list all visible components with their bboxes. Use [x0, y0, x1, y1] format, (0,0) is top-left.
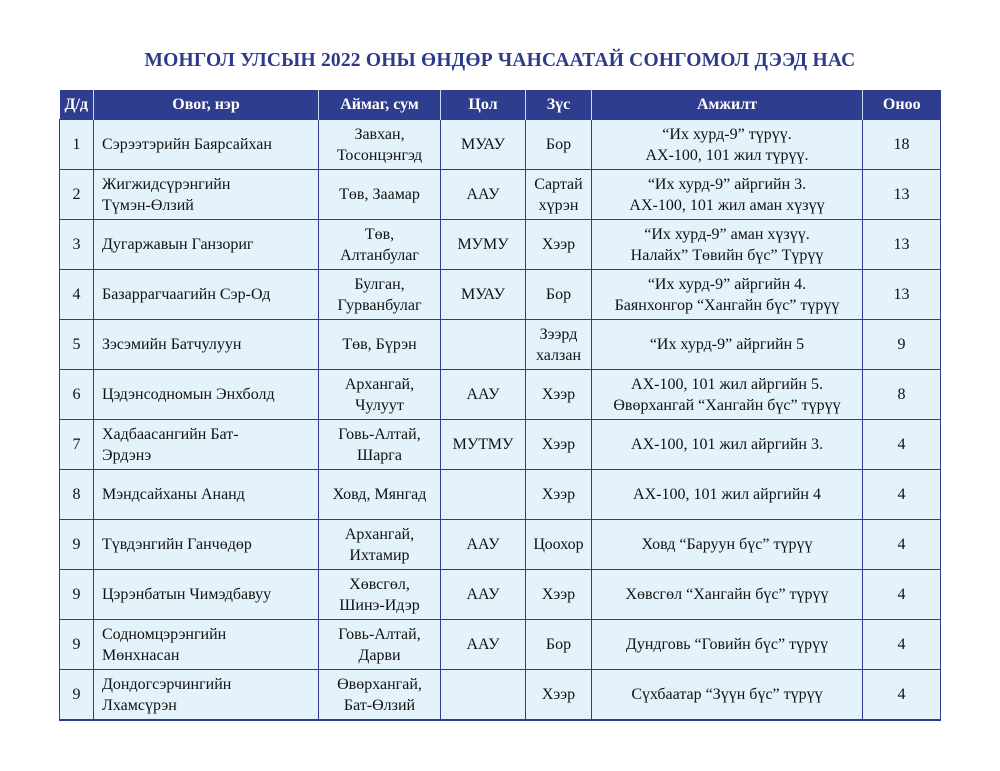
cell-rank: ААУ: [441, 520, 526, 570]
cell-color: Хээр: [526, 220, 592, 270]
cell-score: 4: [863, 420, 941, 470]
table-row: [60, 370, 941, 420]
cell-location: Төв, Заамар: [319, 170, 441, 220]
cell-number: 7: [60, 420, 94, 470]
cell-number: 8: [60, 470, 94, 520]
cell-name: Цэдэнсодномын Энхболд: [94, 370, 319, 420]
table-row: [60, 670, 941, 721]
cell-number: 9: [60, 570, 94, 620]
cell-location: Говь-Алтай, Шарга: [319, 420, 441, 470]
cell-name: Базаррагчаагийн Сэр-Од: [94, 270, 319, 320]
cell-color: Сартай хүрэн: [526, 170, 592, 220]
cell-name: Дондогсэрчингийн Лхамсүрэн: [94, 670, 319, 721]
cell-number: 6: [60, 370, 94, 420]
cell-achievement: АХ-100, 101 жил айргийн 3.: [592, 420, 863, 470]
cell-name: Содномцэрэнгийн Мөнхнасан: [94, 620, 319, 670]
table-row: [60, 570, 941, 620]
cell-location: Өвөрхангай, Бат-Өлзий: [319, 670, 441, 721]
header-name: Овог, нэр: [94, 90, 319, 120]
table-row: [60, 220, 941, 270]
cell-rank: МУАУ: [441, 120, 526, 170]
table-body: [60, 120, 941, 721]
cell-color: Хээр: [526, 670, 592, 721]
cell-name: Зэсэмийн Батчулуун: [94, 320, 319, 370]
cell-location: Архангай, Чулуут: [319, 370, 441, 420]
cell-rank: ААУ: [441, 570, 526, 620]
cell-location: Хөвсгөл, Шинэ-Идэр: [319, 570, 441, 620]
cell-location: Завхан, Тосонцэнгэд: [319, 120, 441, 170]
table-row: [60, 620, 941, 670]
cell-score: 13: [863, 170, 941, 220]
header-location: Аймаг, сум: [319, 90, 441, 120]
cell-achievement: Хөвсгөл “Хангайн бүс” түрүү: [592, 570, 863, 620]
cell-color: Зээрд халзан: [526, 320, 592, 370]
page-title: МОНГОЛ УЛСЫН 2022 ОНЫ ӨНДӨР ЧАНСААТАЙ СОНГОМОЛ ДЭЭД НАС: [144, 50, 856, 71]
table-header-row: [60, 90, 941, 120]
header-number: Д/д: [60, 90, 94, 120]
cell-achievement: АХ-100, 101 жил айргийн 4: [592, 470, 863, 520]
cell-location: Төв, Бүрэн: [319, 320, 441, 370]
cell-achievement: Сүхбаатар “Зүүн бүс” түрүү: [592, 670, 863, 721]
cell-color: Бор: [526, 270, 592, 320]
cell-color: Бор: [526, 120, 592, 170]
cell-location: Төв, Алтанбулаг: [319, 220, 441, 270]
cell-score: 4: [863, 620, 941, 670]
cell-name: Мэндсайханы Ананд: [94, 470, 319, 520]
cell-rank: [441, 470, 526, 520]
header-achievement: Амжилт: [592, 90, 863, 120]
cell-rank: ААУ: [441, 170, 526, 220]
cell-color: Хээр: [526, 570, 592, 620]
cell-number: 2: [60, 170, 94, 220]
cell-number: 9: [60, 620, 94, 670]
cell-number: 4: [60, 270, 94, 320]
cell-location: Архангай, Ихтамир: [319, 520, 441, 570]
cell-achievement: “Их хурд-9” түрүү. АХ-100, 101 жил түрүү.: [592, 120, 863, 170]
cell-color: Бор: [526, 620, 592, 670]
cell-achievement: Дундговь “Говийн бүс” түрүү: [592, 620, 863, 670]
cell-rank: МУМУ: [441, 220, 526, 270]
cell-score: 4: [863, 520, 941, 570]
table-row: [60, 270, 941, 320]
cell-score: 4: [863, 570, 941, 620]
cell-number: 3: [60, 220, 94, 270]
cell-rank: МУТМУ: [441, 420, 526, 470]
table-row: [60, 320, 941, 370]
cell-number: 5: [60, 320, 94, 370]
cell-name: Сэрээтэрийн Баярсайхан: [94, 120, 319, 170]
cell-location: Булган, Гурванбулаг: [319, 270, 441, 320]
cell-name: Түвдэнгийн Ганчөдөр: [94, 520, 319, 570]
cell-score: 4: [863, 670, 941, 721]
cell-score: 8: [863, 370, 941, 420]
header-rank: Цол: [441, 90, 526, 120]
cell-rank: ААУ: [441, 620, 526, 670]
cell-name: Цэрэнбатын Чимэдбавуу: [94, 570, 319, 620]
cell-achievement: Ховд “Баруун бүс” түрүү: [592, 520, 863, 570]
cell-score: 13: [863, 220, 941, 270]
cell-rank: МУАУ: [441, 270, 526, 320]
cell-rank: [441, 320, 526, 370]
cell-color: Хээр: [526, 420, 592, 470]
table-row: [60, 170, 941, 220]
cell-rank: [441, 670, 526, 721]
results-table: [59, 90, 941, 721]
cell-score: 13: [863, 270, 941, 320]
cell-number: 1: [60, 120, 94, 170]
table-row: [60, 420, 941, 470]
cell-number: 9: [60, 520, 94, 570]
cell-score: 9: [863, 320, 941, 370]
cell-name: Жигжидсүрэнгийн Түмэн-Өлзий: [94, 170, 319, 220]
cell-location: Ховд, Мянгад: [319, 470, 441, 520]
cell-score: 18: [863, 120, 941, 170]
cell-achievement: “Их хурд-9” айргийн 5: [592, 320, 863, 370]
cell-name: Дугаржавын Ганзориг: [94, 220, 319, 270]
header-color: Зүс: [526, 90, 592, 120]
cell-color: Хээр: [526, 370, 592, 420]
header-score: Оноо: [863, 90, 941, 120]
cell-color: Цоохор: [526, 520, 592, 570]
cell-color: Хээр: [526, 470, 592, 520]
cell-number: 9: [60, 670, 94, 721]
cell-rank: ААУ: [441, 370, 526, 420]
cell-achievement: “Их хурд-9” айргийн 4. Баянхонгор “Хангайн бүс” түрүү: [592, 270, 863, 320]
cell-location: Говь-Алтай, Дарви: [319, 620, 441, 670]
cell-name: Хадбаасангийн Бат- Эрдэнэ: [94, 420, 319, 470]
cell-achievement: АХ-100, 101 жил айргийн 5. Өвөрхангай “Хангайн бүс” түрүү: [592, 370, 863, 420]
cell-achievement: “Их хурд-9” аман хүзүү. Налайх” Төвийн бүс” Түрүү: [592, 220, 863, 270]
cell-score: 4: [863, 470, 941, 520]
table-row: [60, 120, 941, 170]
table-row: [60, 520, 941, 570]
table-row: [60, 470, 941, 520]
cell-achievement: “Их хурд-9” айргийн 3. АХ-100, 101 жил аман хүзүү: [592, 170, 863, 220]
